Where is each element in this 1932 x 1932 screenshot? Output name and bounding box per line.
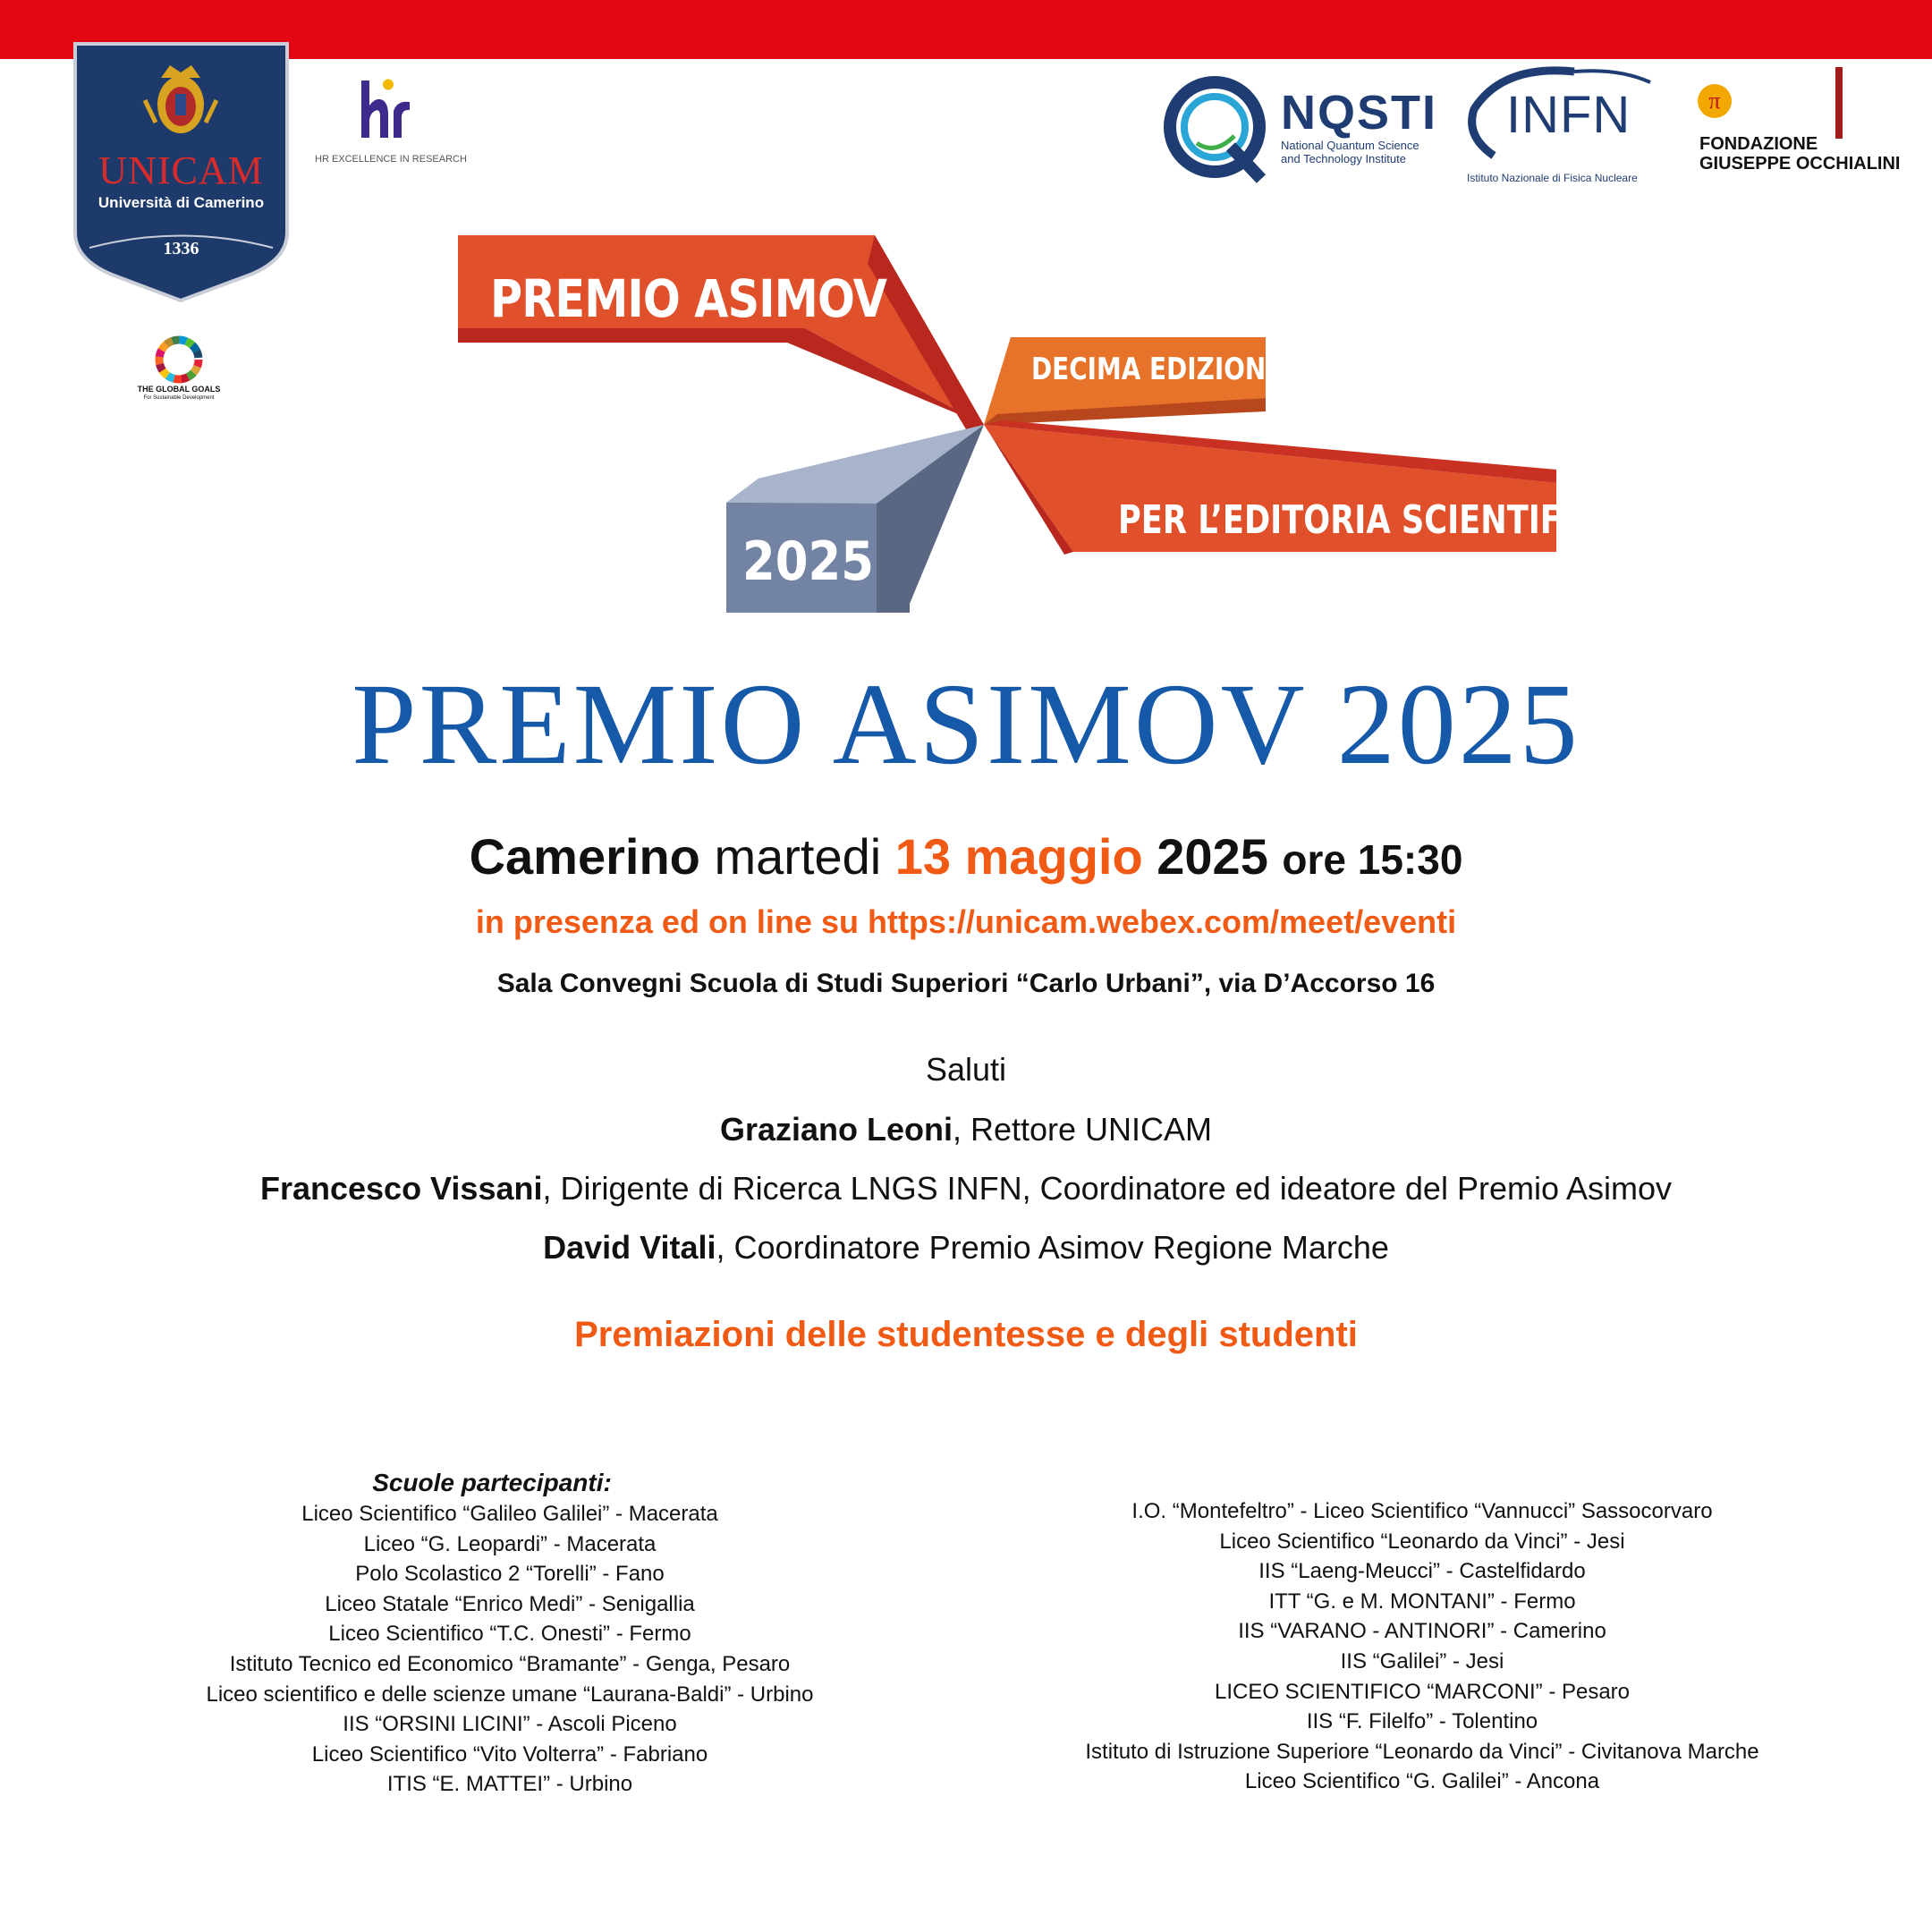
speaker-line — [0, 1111, 1932, 1148]
unicam-name: UNICAM — [98, 148, 264, 192]
speaker-name: Graziano Leoni — [719, 1111, 953, 1148]
school-item: ITT “G. e M. MONTANI” - Fermo — [1268, 1589, 1576, 1614]
pi-logo-icon — [1696, 82, 1733, 120]
fondazione-bar — [1835, 67, 1843, 139]
school-item: Liceo Scientifico “Leonardo da Vinci” - Jesi — [1219, 1529, 1625, 1554]
svg-text:π: π — [1708, 88, 1721, 114]
school-item: Istituto Tecnico ed Economico “Bramante” - Genga, Pesaro — [229, 1651, 791, 1676]
school-item: Istituto di Istruzione Superiore “Leonardo da Vinci” - Civitanova Marche — [1085, 1739, 1759, 1764]
school-item: IIS “F. Filelfo” - Tolentino — [1306, 1709, 1538, 1734]
school-item: Liceo Scientifico “Galileo Galilei” - Macerata — [301, 1502, 718, 1526]
global-goals-wheel-icon — [152, 333, 206, 386]
event-venue: Sala Convegni Scuola di Studi Superiori “Carlo Urbani”, via D’Accorso 16 — [496, 969, 1436, 998]
event-year: 2025 — [1157, 828, 1268, 885]
school-item: Liceo scientifico e delle scienze umane “Laurana-Baldi” - Urbino — [206, 1682, 814, 1707]
hr-caption: HR EXCELLENCE IN RESEARCH — [315, 154, 467, 165]
logo-editoria-text: PER L’EDITORIA SCIENTIFICA — [1118, 497, 1622, 543]
nqsti-q-logo-icon — [1161, 73, 1273, 185]
event-weekday: martedi — [714, 828, 882, 885]
school-item: Liceo Scientifico “Vito Volterra” - Fabriano — [311, 1741, 708, 1767]
fondazione-line2: GIUSEPPE OCCHIALINI — [1699, 154, 1901, 174]
speaker-line — [0, 1170, 1932, 1208]
speaker-name: David Vitali — [543, 1229, 716, 1266]
unicam-logo — [72, 40, 291, 304]
school-item: IIS “Galilei” - Jesi — [1340, 1648, 1504, 1674]
speaker-role: , Dirigente di Ricerca LNGS INFN, Coordinatore ed ideatore del Premio Asimov — [542, 1170, 1673, 1207]
infn-subtitle: Istituto Nazionale di Fisica Nucleare — [1467, 172, 1638, 184]
school-item: Polo Scolastico 2 “Torelli” - Fano — [355, 1562, 665, 1587]
school-item: Liceo Scientifico “T.C. Onesti” - Fermo — [328, 1622, 691, 1647]
school-item: Liceo Scientifico “G. Galilei” - Ancona — [1244, 1769, 1600, 1794]
school-item: IIS “ORSINI LICINI” - Ascoli Piceno — [343, 1712, 677, 1737]
nqsti-subtitle-line1: National Quantum Science — [1281, 139, 1419, 152]
schools-right-list — [1020, 1496, 1825, 1797]
nqsti-subtitle-line2: and Technology Institute — [1281, 152, 1406, 165]
logo-year-text: 2025 — [742, 530, 874, 593]
speaker-role: , Rettore UNICAM — [952, 1111, 1213, 1148]
event-time: ore 15:30 — [1282, 836, 1463, 883]
speaker-role: , Coordinatore Premio Asimov Regione Marche — [716, 1229, 1389, 1266]
school-item: IIS “VARANO - ANTINORI” - Camerino — [1238, 1619, 1606, 1644]
logo-premio-text: PREMIO ASIMOV — [490, 268, 887, 329]
global-goals-caption — [125, 385, 233, 402]
global-goals-title: THE GLOBAL GOALS — [137, 385, 221, 394]
school-item: ITIS “E. MATTEI” - Urbino — [386, 1772, 633, 1797]
school-item: Liceo “G. Leopardi” - Macerata — [363, 1531, 657, 1556]
premiazioni-heading: Premiazioni delle studentesse e degli studenti — [574, 1315, 1358, 1354]
fondazione-name — [1699, 134, 1900, 174]
school-item: LICEO SCIENTIFICO “MARCONI” - Pesaro — [1214, 1679, 1631, 1704]
speaker-name: Francesco Vissani — [259, 1170, 543, 1207]
school-item: Liceo Statale “Enrico Medi” - Senigallia — [325, 1591, 695, 1616]
event-date-line — [0, 827, 1932, 886]
nqsti-subtitle — [1281, 139, 1442, 165]
unicam-subtitle: Università di Camerino — [97, 194, 265, 211]
nqsti-name: NQSTI — [1281, 86, 1438, 140]
event-city: Camerino — [469, 828, 700, 885]
logo-edizione-text: DECIMA EDIZIONE — [1031, 352, 1284, 387]
event-date: 13 maggio — [894, 828, 1143, 885]
global-goals-subtitle: For Sustainable Development — [143, 395, 215, 401]
fondazione-line1: FONDAZIONE — [1699, 134, 1818, 154]
infn-name: INFN — [1506, 86, 1631, 144]
event-online-link[interactable]: in presenza ed on line su https://unicam.webex.com/meet/eventi — [475, 903, 1457, 940]
saluti-heading: Saluti — [925, 1051, 1007, 1088]
hr-excellence-logo-icon — [358, 79, 420, 141]
schools-title: Scuole partecipanti: — [372, 1469, 612, 1496]
unicam-year: 1336 — [163, 239, 199, 258]
speaker-line — [0, 1229, 1932, 1267]
schools-left-list — [125, 1467, 894, 1800]
event-title: PREMIO ASIMOV 2025 — [352, 660, 1580, 789]
school-item: I.O. “Montefeltro” - Liceo Scientifico “Vannucci” Sassocorvaro — [1131, 1499, 1713, 1523]
school-item: IIS “Laeng-Meucci” - Castelfidardo — [1258, 1559, 1586, 1584]
